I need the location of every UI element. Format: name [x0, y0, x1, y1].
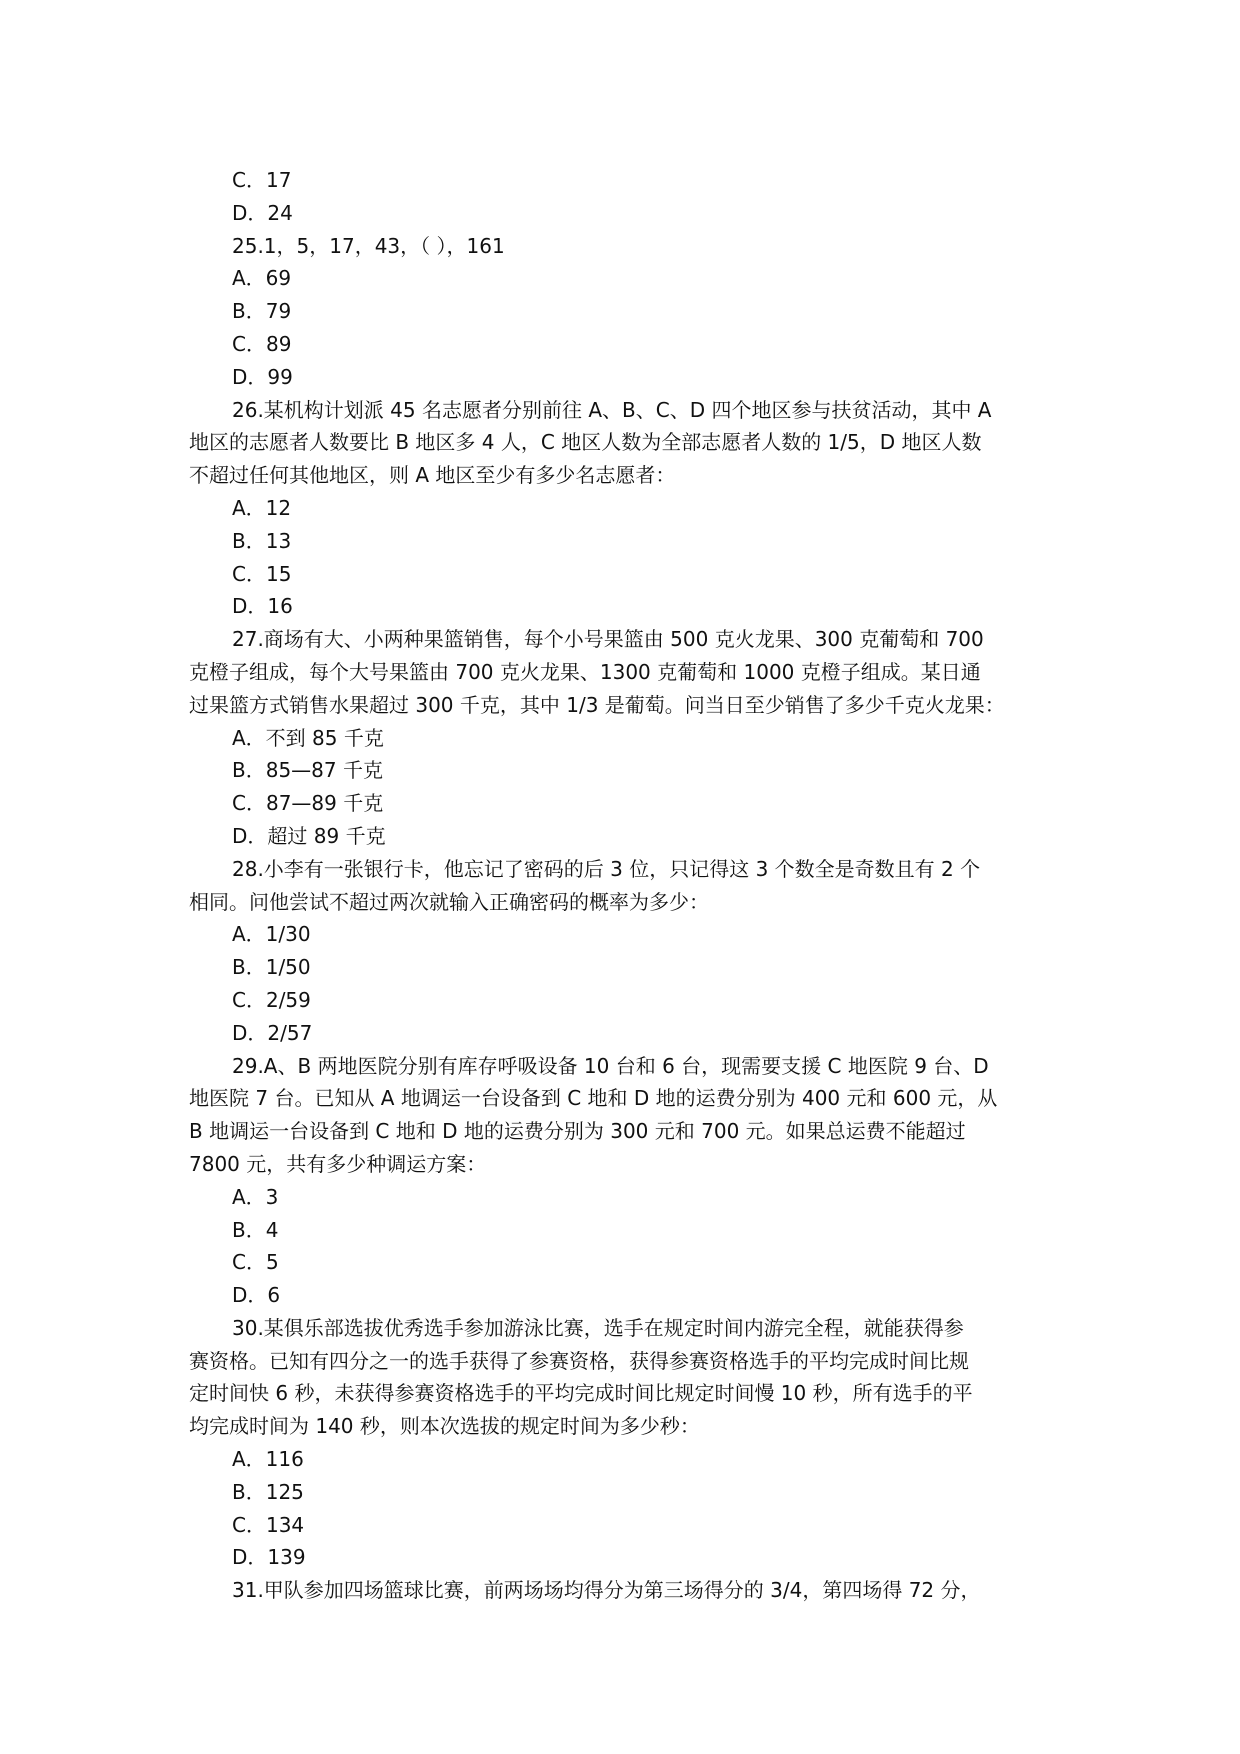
answer-option: D．99 [232, 364, 293, 389]
question-text: 30.某俱乐部选拔优秀选手参加游泳比赛，选手在规定时间内游完全程，就能获得参 [232, 1315, 964, 1340]
answer-option: C．5 [232, 1250, 279, 1275]
answer-option: D．139 [232, 1545, 306, 1570]
question-text-continued: 7800 元，共有多少种调运方案： [189, 1151, 487, 1176]
question-text-continued: 克橙子组成，每个大号果篮由 700 克火龙果、1300 克葡萄和 1000 克橙子组成。某日通 [189, 659, 981, 684]
answer-option: B．125 [232, 1479, 304, 1504]
question-text: 25.1，5，17，43，（ ），161 [232, 233, 505, 258]
question-text: 26.某机构计划派 45 名志愿者分别前往 A、B、C、D 四个地区参与扶贫活动，其中 A [232, 397, 992, 422]
answer-option: C．87—89 千克 [232, 791, 384, 816]
answer-option: A．不到 85 千克 [232, 725, 384, 750]
answer-option: C．17 [232, 168, 292, 192]
answer-option: A．12 [232, 495, 292, 520]
answer-option: C．15 [232, 561, 292, 586]
answer-option: C．2/59 [232, 987, 311, 1012]
answer-option: B．1/50 [232, 955, 311, 980]
answer-option: A．3 [232, 1184, 279, 1209]
question-text-continued: 赛资格。已知有四分之一的选手获得了参赛资格，获得参赛资格选手的平均完成时间比规 [189, 1348, 969, 1373]
answer-option: C．134 [232, 1512, 305, 1537]
document-page [189, 164, 1069, 1607]
question-text-continued: 均完成时间为 140 秒，则本次选拔的规定时间为多少秒： [189, 1414, 700, 1439]
answer-option: A．1/30 [232, 922, 311, 947]
answer-option: D．超过 89 千克 [232, 823, 386, 848]
question-text-continued: 不超过任何其他地区，则 A 地区至少有多少名志愿者： [189, 463, 676, 488]
question-text-continued: B 地调运一台设备到 C 地和 D 地的运费分别为 300 元和 700 元。如果总运费不能超过 [189, 1119, 966, 1144]
answer-option: D．24 [232, 200, 293, 225]
question-text: 27.商场有大、小两种果篮销售，每个小号果篮由 500 克火龙果、300 克葡萄和 700 [232, 627, 984, 652]
answer-option: B．13 [232, 528, 292, 553]
answer-option: D．6 [232, 1283, 281, 1308]
answer-option: A．69 [232, 266, 292, 291]
answer-option: B．85—87 千克 [232, 758, 383, 783]
question-text: 28.小李有一张银行卡，他忘记了密码的后 3 位，只记得这 3 个数全是奇数且有 2 个 [232, 856, 981, 881]
answer-option: C．89 [232, 331, 292, 356]
answer-option: B．4 [232, 1217, 279, 1242]
question-text-continued: 相同。问他尝试不超过两次就输入正确密码的概率为多少： [189, 889, 709, 914]
answer-option: A．116 [232, 1447, 304, 1472]
answer-option: B．79 [232, 299, 292, 324]
answer-option: D．16 [232, 594, 293, 619]
question-text: 29.A、B 两地医院分别有库存呼吸设备 10 台和 6 台，现需要支援 C 地医院 9 台、D [232, 1053, 989, 1078]
question-text-continued: 地医院 7 台。已知从 A 地调运一台设备到 C 地和 D 地的运费分别为 400 元和 600 元，从 [189, 1086, 998, 1111]
question-text: 31.甲队参加四场篮球比赛，前两场场均得分为第三场得分的 3/4，第四场得 72 分， [232, 1578, 981, 1603]
answer-option: D．2/57 [232, 1020, 313, 1045]
question-text-continued: 定时间快 6 秒，未获得参赛资格选手的平均完成时间比规定时间慢 10 秒，所有选手的平 [189, 1381, 973, 1406]
question-text-continued: 过果篮方式销售水果超过 300 千克，其中 1/3 是葡萄。问当日至少销售了多少千克火龙果： [189, 692, 1005, 717]
question-text-continued: 地区的志愿者人数要比 B 地区多 4 人，C 地区人数为全部志愿者人数的 1/5，D 地区人数 [189, 430, 982, 455]
